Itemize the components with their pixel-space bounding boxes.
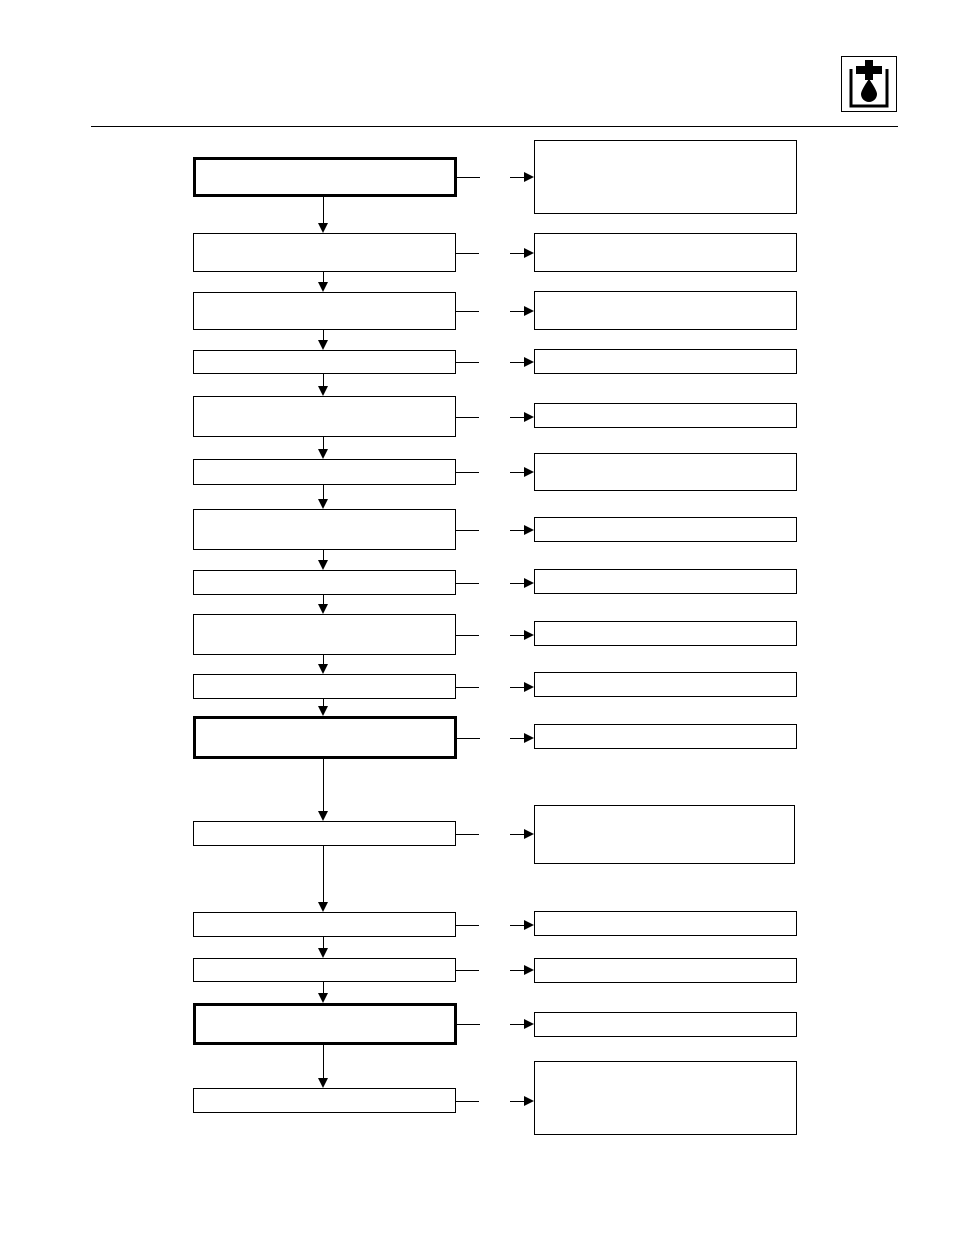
result-box — [534, 140, 797, 214]
arrow-right-icon — [524, 578, 534, 588]
connector-line — [510, 687, 524, 688]
connector-line — [323, 982, 324, 993]
step-box — [193, 614, 456, 655]
result-box — [534, 1012, 797, 1037]
step-box — [193, 233, 456, 272]
result-box — [534, 233, 797, 272]
connector-line — [323, 846, 324, 902]
connector-line — [456, 687, 479, 688]
connector-line — [323, 699, 324, 706]
connector-line — [510, 583, 524, 584]
connector-line — [323, 374, 324, 386]
step-box — [193, 821, 456, 846]
step-box — [193, 958, 456, 982]
connector-line — [510, 253, 524, 254]
arrow-down-icon — [318, 282, 328, 292]
connector-line — [456, 834, 479, 835]
oil-can-drop-icon — [842, 57, 896, 111]
result-box — [534, 672, 797, 697]
connector-line — [456, 530, 479, 531]
step-box — [193, 1003, 457, 1045]
arrow-right-icon — [524, 733, 534, 743]
arrow-right-icon — [524, 248, 534, 258]
arrow-down-icon — [318, 449, 328, 459]
connector-line — [323, 937, 324, 948]
arrow-right-icon — [524, 965, 534, 975]
connector-line — [510, 311, 524, 312]
connector-line — [323, 197, 324, 223]
connector-line — [323, 550, 324, 560]
step-box — [193, 674, 456, 699]
arrow-right-icon — [524, 630, 534, 640]
arrow-down-icon — [318, 902, 328, 912]
arrow-down-icon — [318, 499, 328, 509]
result-box — [534, 1061, 797, 1135]
result-box — [534, 911, 797, 936]
arrow-right-icon — [524, 829, 534, 839]
arrow-down-icon — [318, 706, 328, 716]
connector-line — [510, 1024, 524, 1025]
connector-line — [323, 1045, 324, 1078]
arrow-down-icon — [318, 993, 328, 1003]
result-box — [534, 621, 797, 646]
connector-line — [510, 925, 524, 926]
connector-line — [510, 970, 524, 971]
connector-line — [323, 437, 324, 449]
connector-line — [456, 311, 479, 312]
logo — [841, 56, 897, 112]
connector-line — [323, 595, 324, 604]
step-box — [193, 570, 456, 595]
connector-line — [323, 330, 324, 340]
arrow-right-icon — [524, 682, 534, 692]
step-box — [193, 1088, 456, 1113]
arrow-right-icon — [524, 412, 534, 422]
step-box — [193, 396, 456, 437]
connector-line — [323, 485, 324, 499]
arrow-down-icon — [318, 664, 328, 674]
arrow-down-icon — [318, 386, 328, 396]
result-box — [534, 569, 797, 594]
connector-line — [323, 655, 324, 664]
connector-line — [456, 925, 479, 926]
connector-line — [510, 834, 524, 835]
arrow-right-icon — [524, 357, 534, 367]
connector-line — [510, 362, 524, 363]
connector-line — [456, 417, 479, 418]
step-box — [193, 157, 457, 197]
step-box — [193, 459, 456, 485]
arrow-right-icon — [524, 525, 534, 535]
connector-line — [510, 472, 524, 473]
arrow-right-icon — [524, 306, 534, 316]
arrow-right-icon — [524, 1019, 534, 1029]
header-rule — [91, 126, 898, 127]
arrow-down-icon — [318, 948, 328, 958]
connector-line — [456, 253, 479, 254]
connector-line — [457, 177, 480, 178]
arrow-down-icon — [318, 560, 328, 570]
connector-line — [323, 759, 324, 811]
connector-line — [510, 417, 524, 418]
result-box — [534, 517, 797, 542]
result-box — [534, 291, 797, 330]
arrow-right-icon — [524, 1096, 534, 1106]
step-box — [193, 509, 456, 550]
result-box — [534, 724, 797, 749]
arrow-right-icon — [524, 467, 534, 477]
connector-line — [457, 738, 480, 739]
connector-line — [457, 1024, 480, 1025]
step-box — [193, 912, 456, 937]
arrow-right-icon — [524, 172, 534, 182]
connector-line — [323, 272, 324, 282]
connector-line — [510, 177, 524, 178]
arrow-down-icon — [318, 223, 328, 233]
arrow-down-icon — [318, 811, 328, 821]
arrow-down-icon — [318, 340, 328, 350]
connector-line — [456, 472, 479, 473]
connector-line — [456, 635, 479, 636]
connector-line — [456, 362, 479, 363]
result-box — [534, 958, 797, 983]
arrow-down-icon — [318, 604, 328, 614]
step-box — [193, 350, 456, 374]
result-box — [534, 403, 797, 428]
connector-line — [456, 1101, 479, 1102]
connector-line — [510, 1101, 524, 1102]
arrow-right-icon — [524, 920, 534, 930]
step-box — [193, 716, 457, 759]
result-box — [534, 805, 795, 864]
connector-line — [510, 635, 524, 636]
connector-line — [456, 583, 479, 584]
connector-line — [510, 530, 524, 531]
connector-line — [456, 970, 479, 971]
connector-line — [510, 738, 524, 739]
arrow-down-icon — [318, 1078, 328, 1088]
step-box — [193, 292, 456, 330]
result-box — [534, 453, 797, 491]
result-box — [534, 349, 797, 374]
